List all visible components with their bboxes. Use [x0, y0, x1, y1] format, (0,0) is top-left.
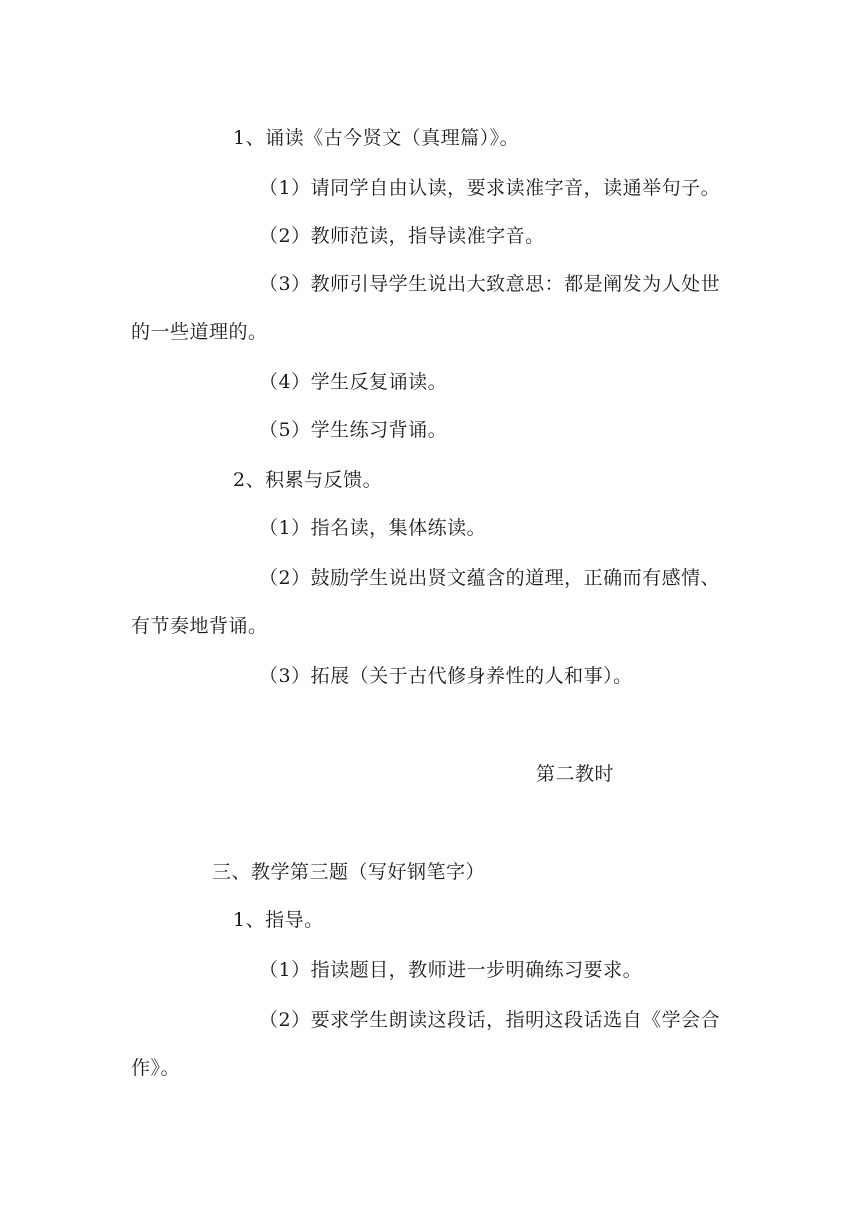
- paragraph-line: 2、积累与反馈。: [233, 469, 383, 491]
- section-heading: 第二教时: [536, 763, 615, 785]
- paragraph-line: （2）鼓励学生说出贤文蕴含的道理，正确而有感情、: [259, 567, 721, 589]
- paragraph-line: 的一些道理的。: [131, 321, 268, 343]
- paragraph-line: （1）指名读，集体练读。: [259, 517, 487, 539]
- paragraph-line: （2）要求学生朗读这段话，指明这段话选自《学会合: [259, 1009, 721, 1031]
- paragraph-line: 有节奏地背诵。: [131, 615, 268, 637]
- paragraph-line: （1）指读题目，教师进一步明确练习要求。: [259, 959, 643, 981]
- paragraph-line: （3）拓展（关于古代修身养性的人和事）。: [259, 665, 633, 687]
- paragraph-line: 三、教学第三题（写好钢笔字）: [212, 861, 486, 883]
- paragraph-line: （5）学生练习背诵。: [259, 419, 448, 441]
- paragraph-line: 1、诵读《古今贤文（真理篇）》。: [233, 127, 520, 149]
- paragraph-line: （4）学生反复诵读。: [259, 371, 448, 393]
- paragraph-line: （2）教师范读，指导读准字音。: [259, 225, 545, 247]
- paragraph-line: 作》。: [131, 1057, 181, 1079]
- paragraph-line: 1、指导。: [233, 909, 324, 931]
- paragraph-line: （3）教师引导学生说出大致意思：都是阐发为人处世: [259, 273, 721, 295]
- paragraph-line: （1）请同学自由认读，要求读准字音，读通举句子。: [259, 177, 721, 199]
